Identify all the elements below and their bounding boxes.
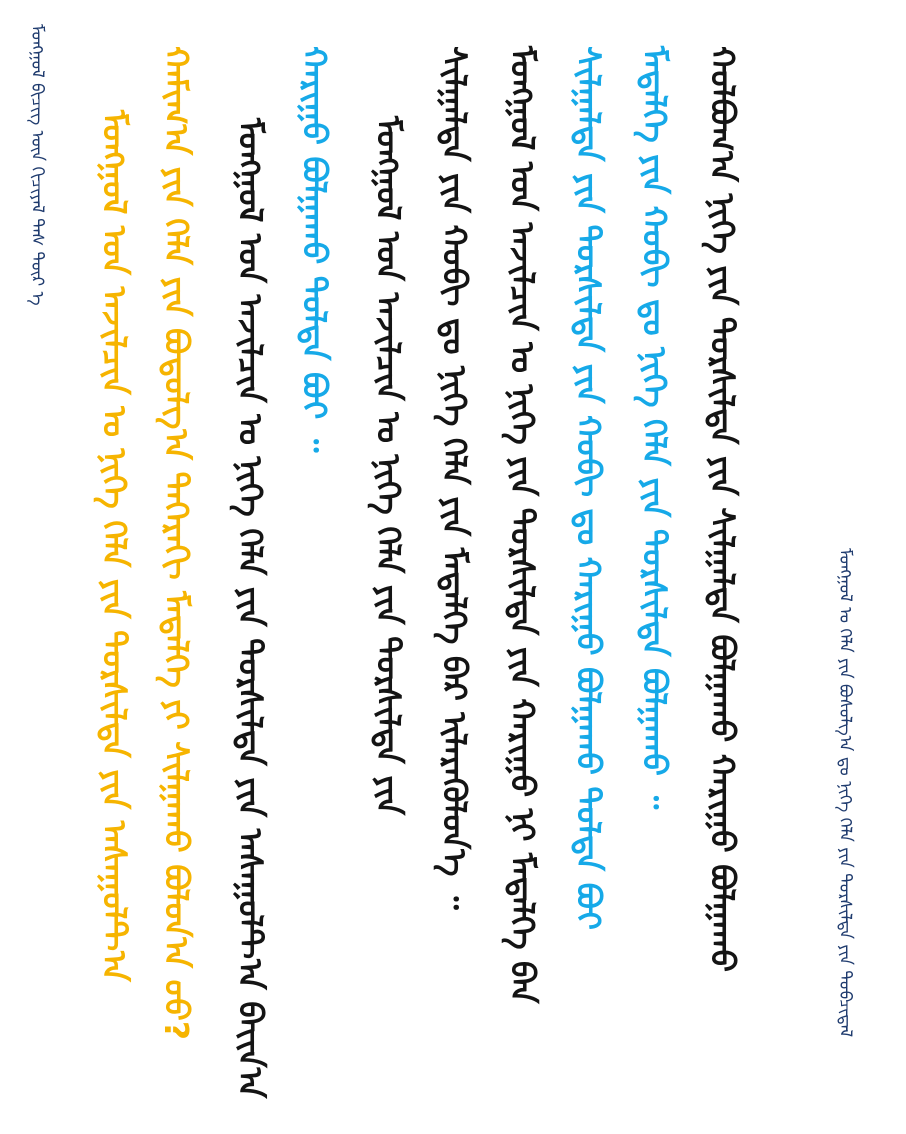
- body-highlight-line: ᠰᠢᠯᠭᠠᠯᠲᠠ ᠶᠢᠨ ᠲᠤᠷᠰᠢᠯᠲᠠ ᠶᠢᠨ ᠬᠤᠪᠢ ᠳᠤ ᠬᠠᠷᠢᠭᠤ ᠪᠣᠯᠭᠠᠬᠤ ᠳᠤᠯᠳᠠ ᠪᠣᠢ: [569, 46, 608, 930]
- paragraph-3-line-3: [503, 0, 548, 1134]
- body-line: ᠰᠢᠯᠭᠠᠯᠲᠠ ᠶᠢᠨ ᠬᠤᠪᠢ ᠳᠤ ᠨᠢᠭᠡ ᠬᠡᠯᠡ ᠶᠢᠨ ᠮᠡᠳᠡᠯᠭᠡ ᠪᠠᠷ ᠢᠯᠡᠷᠡᠭᠦᠯᠦᠨ᠎ᠡ ᠃: [435, 46, 474, 910]
- question-line: ᠬᠠᠮᠢᠭ᠎ᠠ ᠶᠢᠨ ᠬᠡᠯᠡ ᠶᠢᠨ ᠪᠣᠳᠣᠯᠭ᠎ᠠ ᠳᠡᠭᠡᠷᠡᠬᠢ ᠮᠡᠳᠡᠯᠭᠡ ᠶᠢ ᠰᠢᠯᠭᠠᠬᠤ ᠪᠣᠯᠤᠨ᠎ᠠ ᠤᠤ?: [157, 46, 196, 1040]
- paragraph-2-line-1: [231, 0, 276, 1134]
- page-footer: [836, 0, 866, 1134]
- page-header: [28, 0, 58, 1134]
- paragraph-1-line-1: [95, 0, 140, 1134]
- footer-text: ᠮᠣᠩᠭᠣᠯ ᠤ ᠬᠡᠯᠡ ᠶᠢᠨ ᠪᠣᠰᠤᠯᠭ᠎ᠠ ᠳᠤ ᠨᠢᠭᠡ ᠬᠡᠯᠡ ᠶᠢᠨ ᠲᠤᠷᠰᠢᠯᠲᠠ ᠶᠢᠨ ᠲᠤᠪᠴᠢᠳᠠᠯ: [835, 548, 855, 1038]
- paragraph-1-line-2: [157, 0, 202, 1134]
- paragraph-3-line-5: [635, 0, 680, 1134]
- question-line: ᠮᠣᠩᠭᠣᠯ ᠤᠨ ᠠᠵᠢᠯᠴᠢᠨ ᠤ ᠨᠢᠭᠡ ᠬᠡᠯᠡ ᠶᠢᠨ ᠲᠤᠷᠰᠢᠯᠲᠠ ᠶᠢᠨ ᠠᠰᠠᠭᠤᠯᠲ᠎ᠠ: [95, 110, 134, 982]
- paragraph-3-line-4: [569, 0, 614, 1134]
- answer-line: ᠮᠣᠩᠭᠣᠯ ᠤᠨ ᠠᠵᠢᠯᠴᠢᠨ ᠤ ᠨᠢᠭᠡ ᠬᠡᠯᠡ ᠶᠢᠨ ᠲᠤᠷᠰᠢᠯᠲᠠ ᠶᠢᠨ ᠠᠰᠠᠭᠤᠯᠲ᠎ᠠ ᠪᠠᠶ᠋ᠢᠨ᠎ᠠ: [231, 118, 270, 1099]
- body-highlight-line: ᠮᠡᠳᠡᠯᠭᠡ ᠶᠢᠨ ᠬᠤᠪᠢ ᠳᠤ ᠨᠢᠭᠡ ᠬᠡᠯᠡ ᠶᠢᠨ ᠲᠤᠷᠰᠢᠯᠲᠠ ᠪᠣᠯᠭᠠᠬᠤ ᠃: [635, 46, 674, 810]
- paragraph-2-line-2: [295, 0, 340, 1134]
- paragraph-3-line-2: [435, 0, 480, 1134]
- body-line: ᠮᠣᠩᠭᠣᠯ ᠤᠨ ᠠᠵᠢᠯᠴᠢᠨ ᠤ ᠨᠢᠭᠡ ᠬᠡᠯᠡ ᠶᠢᠨ ᠲᠤᠷᠰᠢᠯᠲᠠ ᠶᠢᠨ: [369, 116, 408, 816]
- paragraph-3-line-1: [369, 0, 414, 1134]
- body-line: ᠮᠣᠩᠭᠣᠯ ᠤᠨ ᠠᠵᠢᠯᠴᠢᠨ ᠤ ᠨᠢᠭᠡ ᠶᠢᠨ ᠲᠤᠷᠰᠢᠯᠲᠠ ᠶᠢᠨ ᠬᠠᠷᠢᠭᠤ ᠨᠢ ᠮᠡᠳᠡᠯᠭᠡ ᠪᠠᠨ: [503, 46, 542, 1004]
- paragraph-3-line-6: [703, 0, 748, 1134]
- body-line: ᠬᠣᠯᠪᠣᠭ᠎ᠠ ᠨᠢᠭᠡ ᠶᠢᠨ ᠲᠤᠷᠰᠢᠯᠲᠠ ᠶᠢᠨ ᠰᠢᠯᠭᠠᠯᠲᠠ ᠪᠣᠯᠭᠠᠬᠤ ᠬᠠᠷᠢᠭᠤ ᠪᠣᠯᠭᠠᠬᠤ: [703, 46, 742, 973]
- answer-highlight-line: ᠬᠠᠷᠢᠭᠤ ᠪᠣᠯᠭᠠᠬᠤ ᠳᠤᠯᠳᠠ ᠪᠣᠢ ᠃: [295, 46, 334, 453]
- header-text: ᠮᠣᠩᠭᠣᠯ ᠪᠢᠴᠢᠭ ᠦᠨ ᠬᠢᠴᠢᠶᠡᠯ ᠲᠡᠰ ᠲᠦᠷ ᠡ: [27, 24, 47, 306]
